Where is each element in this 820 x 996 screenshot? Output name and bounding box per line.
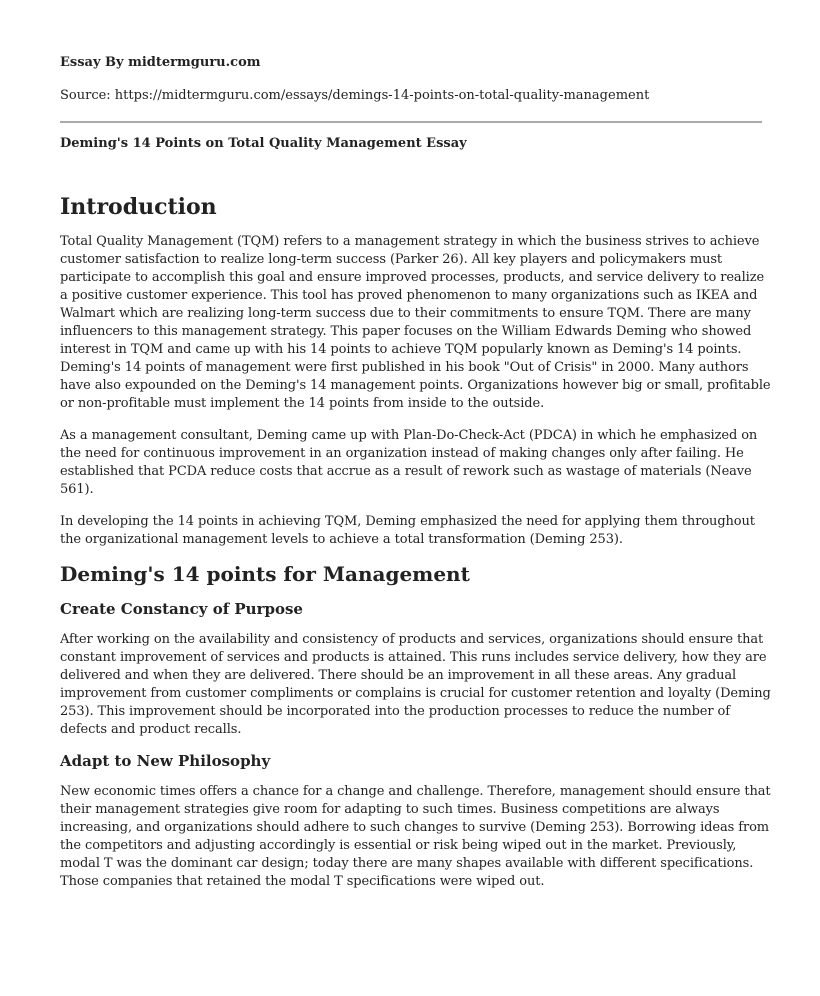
- divider: [60, 121, 762, 123]
- paragraph: New economic times offers a chance for a change and challenge. Therefore, management should ensure that their management strategies give room for adapting to such times. Business competitions are always increasing, and organizations should adhere to such changes to survive (Deming 253). Borrowing ideas from the competitors and adjusting accordingly is essential or risk being wiped out in the market. Previously, modal T was the dominant car design; today there are many shapes available with different specifications. Those companies that retained the modal T specifications were wiped out.: [60, 784, 771, 889]
- paragraph: Total Quality Management (TQM) refers to a management strategy in which the business strives to achieve customer satisfaction to realize long-term success (Parker 26). All key players and policymakers must participate to accomplish this goal and ensure improved processes, products, and service delivery to realize a positive customer experience. This tool has proved phenomenon to many organizations such as IKEA and Walmart which are realizing long-term success due to their commitments to ensure TQM. There are many influencers to this management strategy. This paper focuses on the William Edwards Deming who showed interest in TQM and came up with his 14 points to achieve TQM popularly known as Deming's 14 points. Deming's 14 points of management were first published in his book "Out of Crisis" in 2000. Many authors have also expounded on the Deming's 14 management points. Organizations however big or small, profitable or non-profitable must implement the 14 points from inside to the outside.: [60, 234, 771, 411]
- paragraph: After working on the availability and consistency of products and services, organizations should ensure that constant improvement of services and products is attained. This runs includes service delivery, how they are delivered and when they are delivered. There should be an improvement in all these areas. Any gradual improvement from customer compliments or complains is crucial for customer retention and loyalty (Deming 253). This improvement should be incorporated into the production processes to reduce the number of defects and product recalls.: [60, 632, 771, 737]
- paragraph: As a management consultant, Deming came up with Plan-Do-Check-Act (PDCA) in which he emphasized on the need for continuous improvement in an organization instead of making changes only after failing. He established that PCDA reduce costs that accrue as a result of rework such as wastage of materials (Neave 561).: [60, 428, 758, 497]
- section-heading-introduction: Introduction: [60, 194, 217, 220]
- paragraph: In developing the 14 points in achieving TQM, Deming emphasized the need for applying them throughout the organizational management levels to achieve a total transformation (Deming 253).: [60, 514, 755, 547]
- section-heading-demings-points: Deming's 14 points for Management: [60, 562, 470, 586]
- byline: Essay By midtermguru.com: [60, 55, 261, 70]
- essay-title: Deming's 14 Points on Total Quality Management Essay: [60, 136, 467, 151]
- source-url: Source: https://midtermguru.com/essays/demings-14-points-on-total-quality-management: [60, 88, 650, 103]
- subsection-heading: Create Constancy of Purpose: [60, 600, 303, 618]
- subsection-heading: Adapt to New Philosophy: [60, 752, 271, 770]
